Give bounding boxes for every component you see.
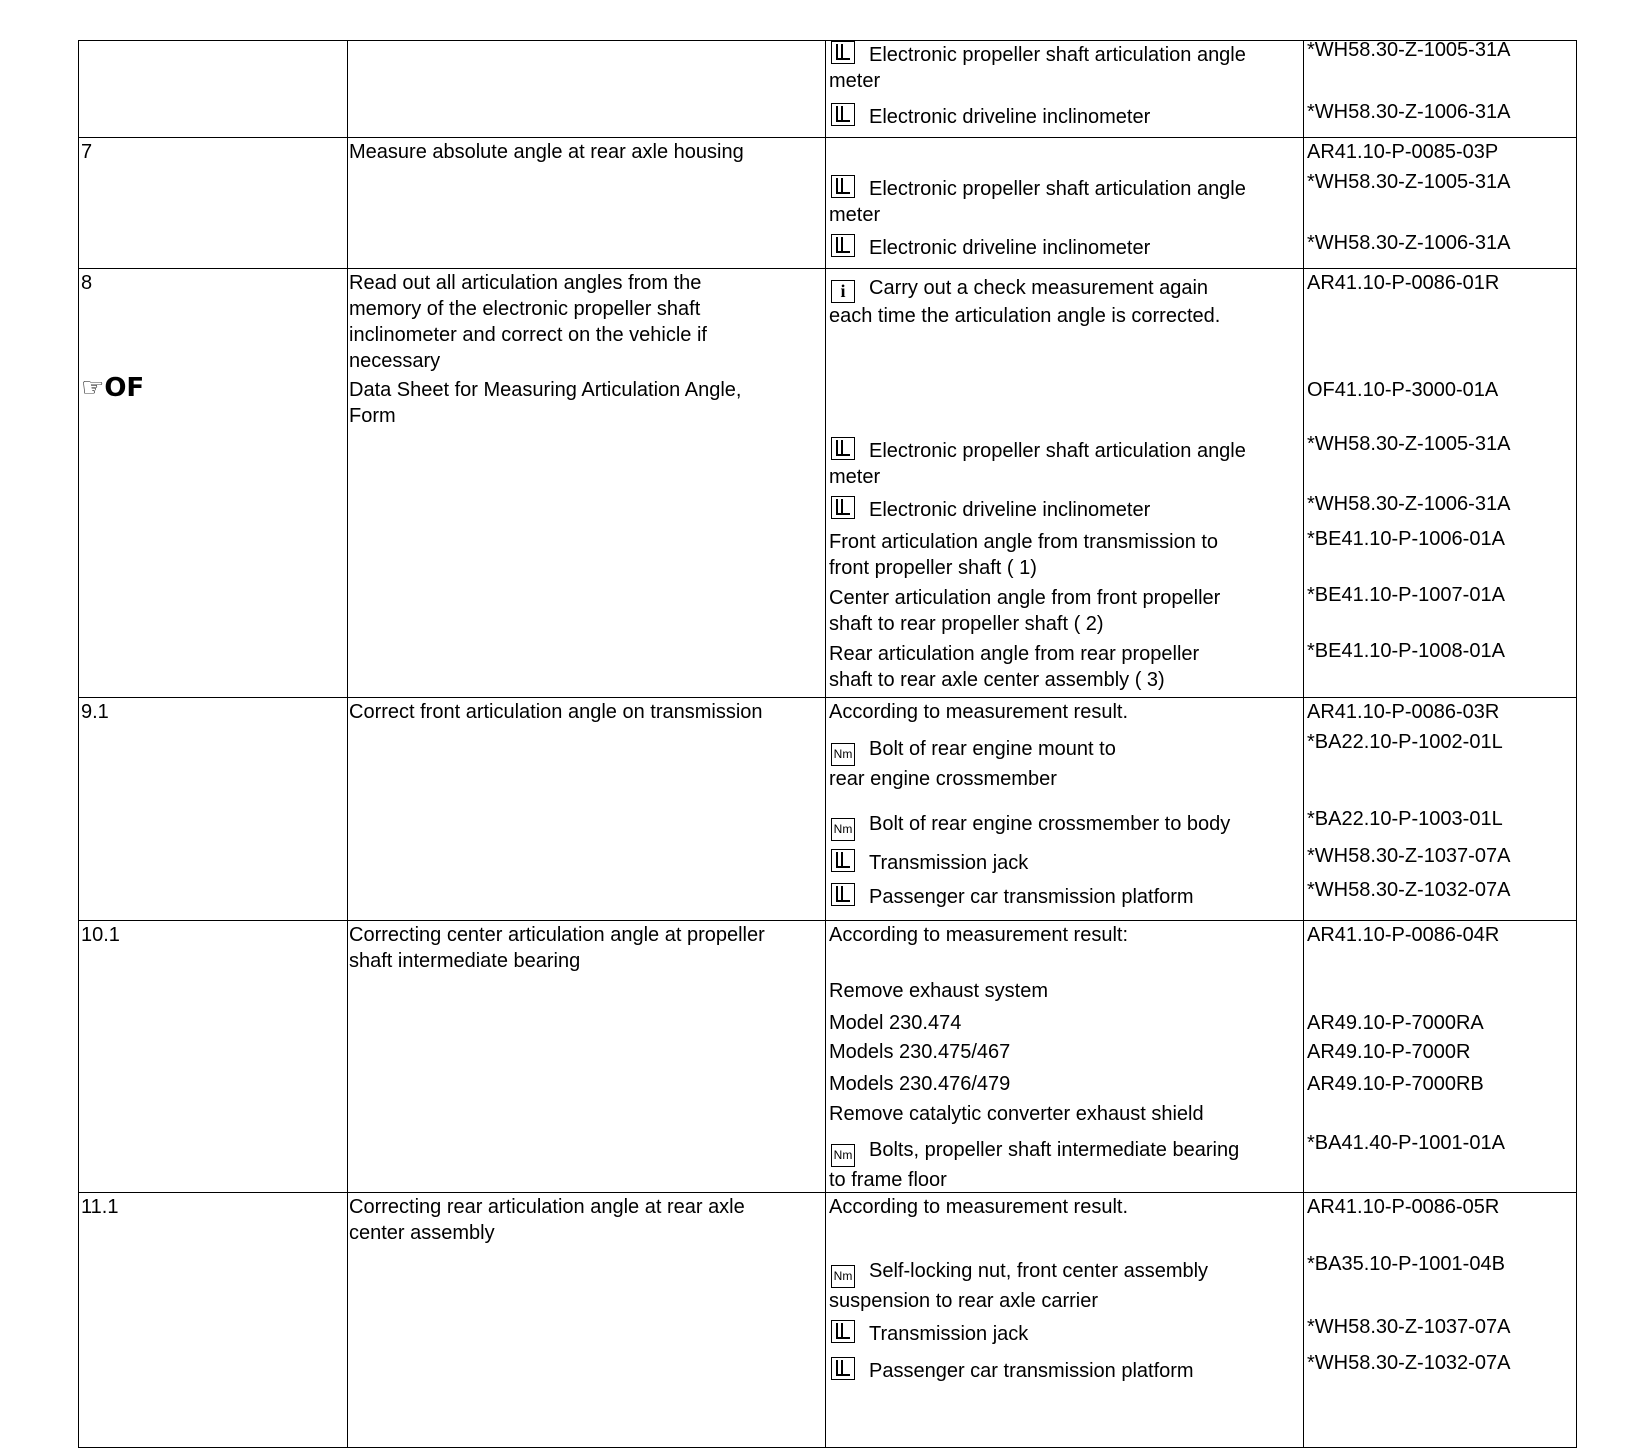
note-text: Model 230.474	[829, 1012, 962, 1034]
tool-icon	[831, 1357, 855, 1380]
reference-link[interactable]: *BA35.10-P-1001-04B	[1307, 1253, 1505, 1275]
reference-link[interactable]: AR41.10-P-0086-04R	[1307, 924, 1500, 946]
tool-icon	[831, 883, 855, 906]
operation-form-marker: ☞OF	[81, 373, 145, 403]
tool-icon	[831, 437, 855, 460]
tool-icon	[831, 1320, 855, 1343]
note-text: Nm Bolt of rear engine crossmember to body	[829, 811, 1299, 841]
note-text: i Carry out a check measurement again each time the articulation angle is corrected.	[829, 277, 1221, 327]
note-text: Electronic driveline inclinometer	[829, 103, 1299, 130]
tool-icon	[831, 103, 855, 126]
row-divider	[79, 268, 1576, 269]
step-action: Measure absolute angle at rear axle housing	[349, 141, 744, 163]
reference-link[interactable]: AR41.10-P-0085-03P	[1307, 141, 1499, 163]
column-divider	[825, 41, 826, 1447]
note-text: Rear articulation angle from rear propeller shaft to rear axle center assembly ( 3)	[829, 643, 1200, 691]
note-text: Remove exhaust system	[829, 980, 1048, 1002]
tool-icon	[831, 41, 855, 64]
step-action: Correcting rear articulation angle at rear axle center assembly	[349, 1196, 745, 1244]
note-text: Electronic propeller shaft articulation angle meter	[829, 437, 1299, 490]
reference-link[interactable]: *WH58.30-Z-1005-31A	[1307, 39, 1511, 61]
torque-nm-icon: Nm	[831, 818, 855, 841]
info-icon: i	[831, 280, 855, 303]
step-number: 9.1	[81, 701, 109, 723]
torque-nm-icon: Nm	[831, 743, 855, 766]
note-text: Models 230.476/479	[829, 1073, 1011, 1095]
row-divider	[79, 920, 1576, 921]
note-text: Nm Self-locking nut, front center assembly suspension to rear axle carrier	[829, 1260, 1209, 1312]
reference-link[interactable]: *BE41.10-P-1008-01A	[1307, 640, 1505, 662]
note-text: Transmission jack	[829, 849, 1299, 876]
note-text: Electronic propeller shaft articulation angle meter	[829, 41, 1299, 94]
note-text: Front articulation angle from transmission to front propeller shaft ( 1)	[829, 531, 1219, 579]
reference-link[interactable]: OF41.10-P-3000-01A	[1307, 379, 1499, 401]
note-text: Center articulation angle from front propeller shaft to rear propeller shaft ( 2)	[829, 587, 1221, 635]
note-text: Remove catalytic converter exhaust shield	[829, 1103, 1204, 1125]
pointing-hand-icon: ☞	[81, 373, 105, 403]
note-text: Electronic driveline inclinometer	[829, 496, 1299, 523]
note-text: According to measurement result.	[829, 701, 1129, 723]
reference-link[interactable]: *WH58.30-Z-1006-31A	[1307, 232, 1511, 254]
column-divider	[1303, 41, 1304, 1447]
step-number: 11.1	[81, 1196, 119, 1218]
note-text: Passenger car transmission platform	[829, 883, 1299, 910]
reference-link[interactable]: *WH58.30-Z-1005-31A	[1307, 433, 1511, 455]
reference-link[interactable]: *BE41.10-P-1007-01A	[1307, 584, 1505, 606]
reference-link[interactable]: *WH58.30-Z-1037-07A	[1307, 1316, 1511, 1338]
reference-link[interactable]: *WH58.30-Z-1037-07A	[1307, 845, 1511, 867]
procedure-table	[78, 40, 1577, 1448]
row-divider	[79, 1192, 1576, 1193]
reference-link[interactable]: *WH58.30-Z-1006-31A	[1307, 101, 1511, 123]
tool-icon	[831, 849, 855, 872]
tool-icon	[831, 496, 855, 519]
step-action: Read out all articulation angles from the memory of the electronic propeller shaft inclinometer and correct on the vehicle if necessary	[349, 272, 707, 372]
reference-link[interactable]: *BE41.10-P-1006-01A	[1307, 528, 1505, 550]
torque-nm-icon: Nm	[831, 1265, 855, 1288]
column-divider	[347, 41, 348, 1447]
row-divider	[79, 137, 1576, 138]
reference-link[interactable]: *WH58.30-Z-1032-07A	[1307, 1352, 1511, 1374]
note-text: Electronic driveline inclinometer	[829, 234, 1299, 261]
reference-link[interactable]: AR49.10-P-7000RA	[1307, 1012, 1484, 1034]
note-text: Electronic propeller shaft articulation angle meter	[829, 175, 1299, 228]
torque-nm-icon: Nm	[831, 1144, 855, 1167]
reference-link[interactable]: *BA22.10-P-1003-01L	[1307, 808, 1503, 830]
note-text: According to measurement result.	[829, 1196, 1129, 1218]
reference-link[interactable]: *BA22.10-P-1002-01L	[1307, 731, 1503, 753]
step-number: 8	[81, 272, 93, 294]
reference-link[interactable]: AR49.10-P-7000R	[1307, 1041, 1471, 1063]
note-text: Transmission jack	[829, 1320, 1299, 1347]
note-text: Nm Bolts, propeller shaft intermediate bearing to frame floor	[829, 1139, 1240, 1191]
step-action-form: Data Sheet for Measuring Articulation Angle, Form	[349, 379, 742, 427]
note-text: Passenger car transmission platform	[829, 1357, 1299, 1384]
reference-link[interactable]: *WH58.30-Z-1005-31A	[1307, 171, 1511, 193]
step-number: 10.1	[81, 924, 120, 946]
row-divider	[79, 697, 1576, 698]
step-action: Correcting center articulation angle at propeller shaft intermediate bearing	[349, 924, 765, 972]
reference-link[interactable]: AR49.10-P-7000RB	[1307, 1073, 1484, 1095]
reference-link[interactable]: AR41.10-P-0086-03R	[1307, 701, 1500, 723]
tool-icon	[831, 234, 855, 257]
reference-link[interactable]: AR41.10-P-0086-01R	[1307, 272, 1500, 294]
note-text: Models 230.475/467	[829, 1041, 1011, 1063]
reference-link[interactable]: *WH58.30-Z-1032-07A	[1307, 879, 1511, 901]
step-number: 7	[81, 141, 93, 163]
step-action: Correct front articulation angle on transmission	[349, 701, 763, 723]
reference-link[interactable]: AR41.10-P-0086-05R	[1307, 1196, 1500, 1218]
note-text: According to measurement result:	[829, 924, 1129, 946]
tool-icon	[831, 175, 855, 198]
reference-link[interactable]: *BA41.40-P-1001-01A	[1307, 1132, 1505, 1154]
note-text: Nm Bolt of rear engine mount to rear engine crossmember	[829, 738, 1116, 790]
reference-link[interactable]: *WH58.30-Z-1006-31A	[1307, 493, 1511, 515]
